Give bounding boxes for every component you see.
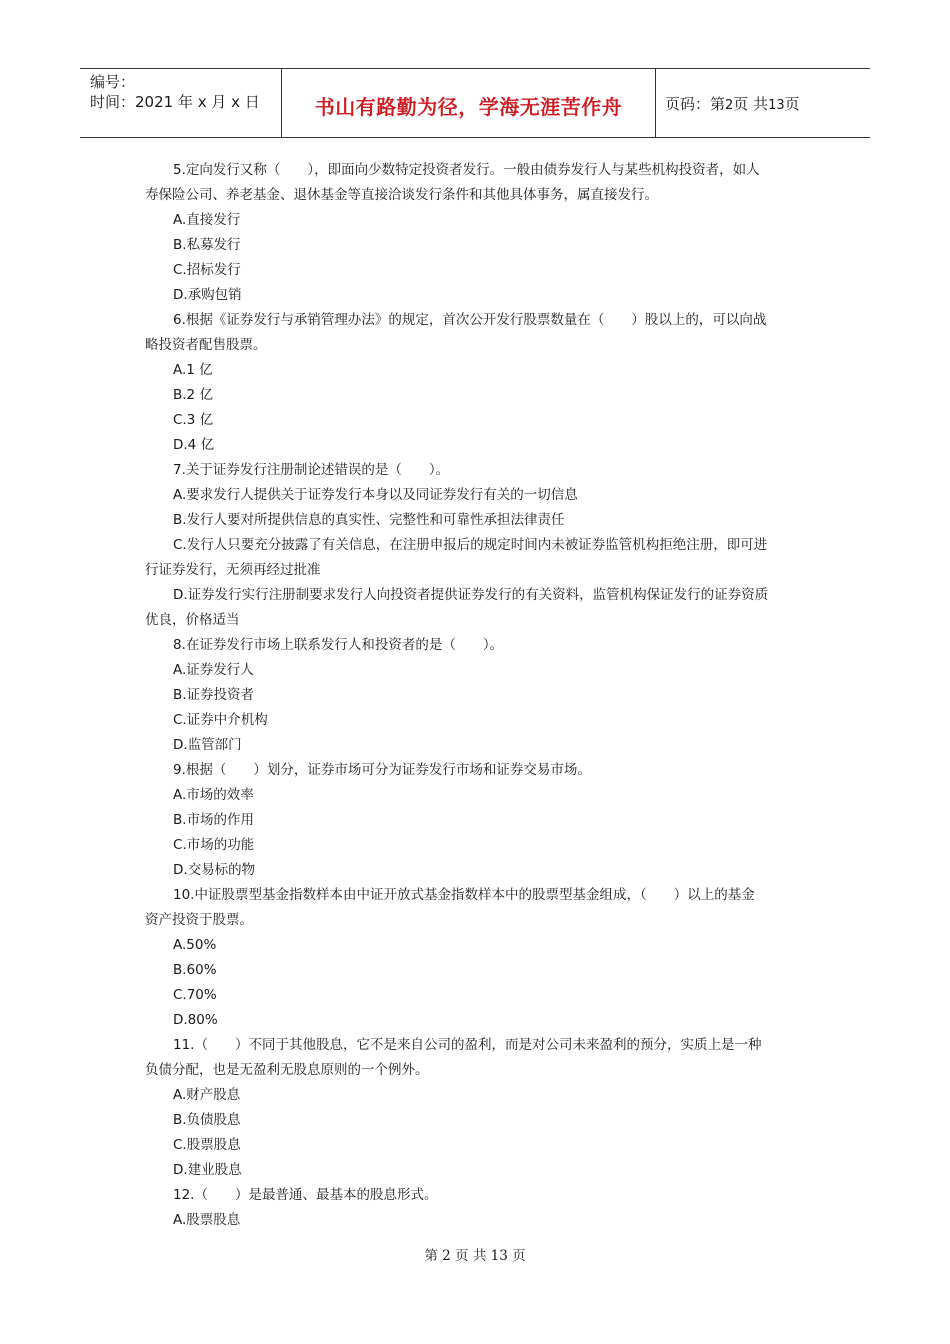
question-text: （ ）是最普通、最基本的股息形式。 [194, 1187, 438, 1203]
option-label: D.80% [173, 1012, 218, 1028]
option-label: D. [173, 287, 188, 303]
line-text: 资产投资于股票。 [145, 912, 253, 928]
header-page-number: 页码：第2页 共13页 [665, 95, 800, 113]
option-label: C.70% [173, 987, 217, 1003]
option-label: C. [173, 1137, 187, 1153]
option-label: A.1 [173, 362, 200, 378]
option-line [145, 233, 807, 258]
question-line [145, 458, 807, 483]
option-line [145, 1208, 807, 1233]
option-text: 交易标的物 [187, 862, 256, 878]
question-line [145, 308, 807, 333]
option-text: 亿 [199, 387, 213, 403]
option-text: 市场的功能 [186, 837, 255, 853]
continuation-line [145, 1058, 807, 1083]
motto: 书山有路勤为径，学海无涯苦作舟 [314, 95, 623, 119]
option-label: A. [173, 212, 187, 228]
option-text: 承购包销 [187, 287, 242, 303]
option-label: A. [173, 487, 187, 503]
question-line [145, 1183, 807, 1208]
option-label: C.3 [173, 412, 200, 428]
option-text: 股票股息 [186, 1137, 241, 1153]
line-text: 负债分配，也是无盈利无股息原则的一个例外。 [145, 1062, 429, 1078]
option-label: A. [173, 1212, 187, 1228]
option-text: 私募发行 [186, 237, 241, 253]
question-line [145, 158, 807, 183]
option-line [145, 258, 807, 283]
option-label: C. [173, 262, 187, 278]
option-line [145, 783, 807, 808]
continuation-line [145, 558, 807, 583]
line-text: 优良，价格适当 [145, 612, 240, 628]
option-line [145, 283, 807, 308]
option-line [145, 858, 807, 883]
question-number: 8. [173, 637, 186, 653]
question-text: 在证券发行市场上联系发行人和投资者的是（ ）。 [185, 637, 504, 653]
option-text: 建业股息 [187, 1162, 242, 1178]
option-line [145, 708, 807, 733]
header-page-cell [655, 69, 870, 137]
question-number: 6. [173, 312, 186, 328]
option-text: 亿 [199, 362, 213, 378]
option-line [145, 683, 807, 708]
question-number: 9. [173, 762, 186, 778]
continuation-line [145, 908, 807, 933]
option-label: C. [173, 712, 187, 728]
option-text: 招标发行 [186, 262, 241, 278]
page-footer: 第 2 页 共 13 页 [424, 1248, 526, 1264]
option-label: D. [173, 587, 188, 603]
option-label: D. [173, 1162, 188, 1178]
option-text: 市场的作用 [186, 812, 255, 828]
option-line [145, 1083, 807, 1108]
option-text: 直接发行 [186, 212, 241, 228]
option-line [145, 808, 807, 833]
option-line [145, 733, 807, 758]
question-text: 定向发行又称（ ），即面向少数特定投资者发行。一般由债券发行人与某些机构投资者，如人 [185, 162, 760, 178]
question-number: 7. [173, 462, 186, 478]
option-line [145, 1158, 807, 1183]
option-text: 证券中介机构 [186, 712, 268, 728]
option-label: B.60% [173, 962, 217, 978]
option-text: 证券投资者 [186, 687, 255, 703]
question-number: 5. [173, 162, 186, 178]
option-line [145, 933, 807, 958]
option-line [145, 533, 807, 558]
option-label: B. [173, 1112, 187, 1128]
option-label: B.2 [173, 387, 200, 403]
line-text: 行证券发行，无须再经过批准 [145, 562, 321, 578]
option-text: 证券发行人 [186, 662, 254, 678]
option-line [145, 358, 807, 383]
continuation-line [145, 183, 807, 208]
option-text: 要求发行人提供关于证券发行本身以及同证券发行有关的一切信息 [186, 487, 578, 503]
question-body [145, 158, 807, 1233]
option-label: A. [173, 662, 187, 678]
page-header [80, 68, 870, 138]
option-label: A. [173, 1087, 187, 1103]
option-label: D. [173, 862, 188, 878]
header-motto-cell [281, 69, 656, 137]
option-label: B. [173, 512, 187, 528]
document-code-label: 编号： [90, 73, 136, 91]
question-line [145, 633, 807, 658]
question-text: 中证股票型基金指数样本由中证开放式基金指数样本中的股票型基金组成，（ ）以上的基金 [194, 887, 755, 903]
option-text: 发行人只要充分披露了有关信息，在注册申报后的规定时间内未被证券监管机构拒绝注册，即可进 [186, 537, 768, 553]
option-text: 亿 [200, 437, 215, 453]
header-info-cell [80, 69, 280, 137]
question-number: 11. [173, 1037, 195, 1053]
option-text: 亿 [199, 412, 214, 428]
continuation-line [145, 333, 807, 358]
question-number: 10. [173, 887, 195, 903]
option-text: 股票股息 [186, 1212, 241, 1228]
option-label: D. [173, 737, 188, 753]
option-line [145, 833, 807, 858]
option-line [145, 1108, 807, 1133]
option-text: 监管部门 [187, 737, 242, 753]
question-number: 12. [173, 1187, 195, 1203]
option-text: 财产股息 [186, 1087, 241, 1103]
option-line [145, 408, 807, 433]
option-line [145, 958, 807, 983]
question-text: （ ）不同于其他股息，它不是来自公司的盈利，而是对公司未来盈利的预分，实质上是一种 [194, 1037, 762, 1053]
option-label: B. [173, 237, 187, 253]
option-label: C. [173, 537, 187, 553]
line-text: 略投资者配售股票。 [145, 337, 267, 353]
question-line [145, 883, 807, 908]
option-text: 市场的效率 [186, 787, 254, 803]
option-line [145, 583, 807, 608]
option-label: B. [173, 812, 187, 828]
option-label: A.50% [173, 937, 217, 953]
question-line [145, 1033, 807, 1058]
document-date: 时间：2021 年 x 月 x 日 [90, 93, 260, 111]
option-line [145, 1008, 807, 1033]
option-line [145, 1133, 807, 1158]
option-line [145, 508, 807, 533]
option-label: C. [173, 837, 187, 853]
line-text: 寿保险公司、养老基金、退休基金等直接洽谈发行条件和其他具体事务，属直接发行。 [145, 187, 658, 203]
question-line [145, 758, 807, 783]
option-line [145, 433, 807, 458]
option-line [145, 383, 807, 408]
option-line [145, 983, 807, 1008]
option-text: 证券发行实行注册制要求发行人向投资者提供证券发行的有关资料，监管机构保证发行的证券资质 [187, 587, 769, 603]
option-line [145, 483, 807, 508]
question-text: 根据（ ）划分，证券市场可分为证券发行市场和证券交易市场。 [185, 762, 591, 778]
option-line [145, 658, 807, 683]
continuation-line [145, 608, 807, 633]
option-label: B. [173, 687, 187, 703]
question-text: 根据《证券发行与承销管理办法》的规定，首次公开发行股票数量在（ ）股以上的，可以向战 [185, 312, 767, 328]
option-line [145, 208, 807, 233]
option-label: D.4 [173, 437, 201, 453]
option-text: 负债股息 [186, 1112, 241, 1128]
question-text: 关于证券发行注册制论述错误的是（ ）。 [185, 462, 450, 478]
option-label: A. [173, 787, 187, 803]
option-text: 发行人要对所提供信息的真实性、完整性和可靠性承担法律责任 [186, 512, 565, 528]
